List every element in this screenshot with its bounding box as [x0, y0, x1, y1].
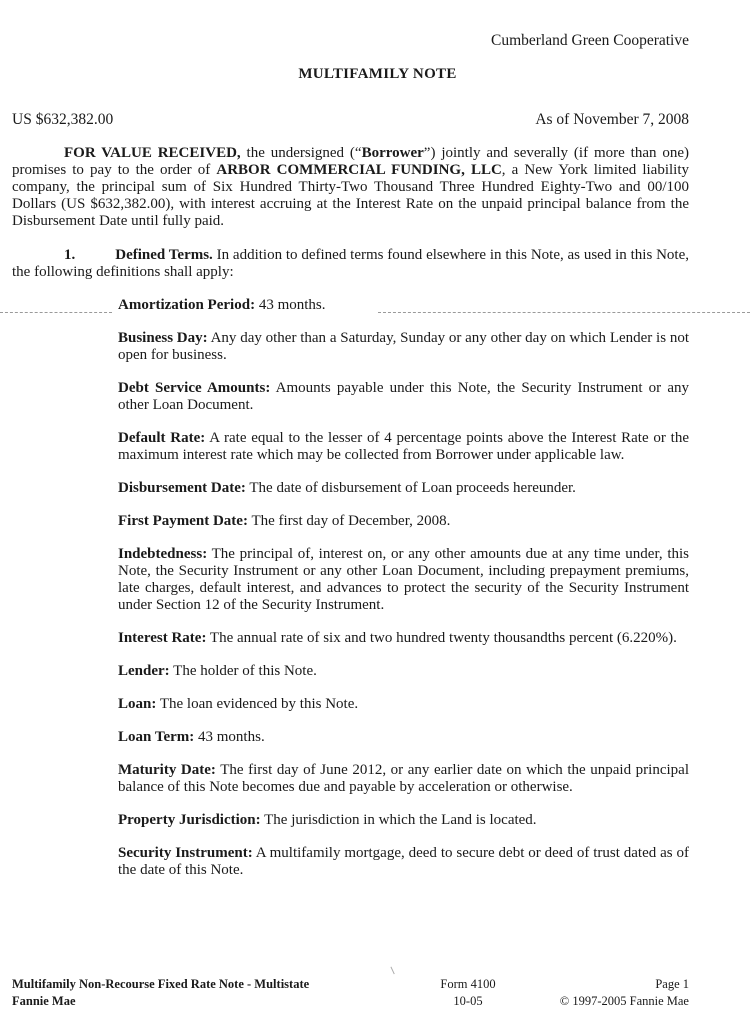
term-name: First Payment Date — [118, 513, 243, 529]
term-item: Business Day: Any day other than a Saturday, Sunday or any other day on which Lender is not open for business. — [118, 330, 690, 363]
term-item: Debt Service Amounts: Amounts payable under this Note, the Security Instrument or any other Loan Document. — [118, 380, 689, 413]
cooperative-name: Cumberland Green Cooperative — [491, 32, 689, 49]
document-title: MULTIFAMILY NOTE — [298, 66, 457, 82]
term-definition: The loan evidenced by this Note. — [156, 696, 359, 712]
term-definition: The annual rate of six and two hundred twenty thousandths percent (6.220%). — [206, 630, 677, 646]
term-definition: The principal of, interest on, or any other amounts due at any time under, this Note, the Security Instrument or any other Loan Document, including prepayment premiums, late charges, default interest, and advances to protect the security of the Security Instrument under Section 12 of the Security Instrument. — [118, 546, 689, 613]
intro-paragraph — [12, 145, 689, 230]
term-item: Property Jurisdiction: The jurisdiction in which the Land is located. — [118, 812, 537, 828]
borrower-term: Borrower — [361, 145, 424, 161]
term-item: Loan: The loan evidenced by this Note. — [118, 696, 359, 712]
as-of-date: As of November 7, 2008 — [535, 111, 689, 128]
term-definition: Any day other than a Saturday, Sunday or any other day on which Lender is not open for business. — [118, 330, 690, 363]
section-1-paragraph — [12, 247, 689, 281]
copyright: © 1997-2005 Fannie Mae — [559, 994, 689, 1008]
term-name: Debt Service Amounts — [118, 380, 266, 396]
term-item: Interest Rate: The annual rate of six and two hundred twenty thousandths percent (6.220%). — [118, 630, 677, 646]
term-item: First Payment Date: The first day of December, 2008. — [118, 513, 451, 529]
term-name: Interest Rate — [118, 630, 202, 646]
form-date: 10-05 — [453, 994, 483, 1008]
term-definition: The holder of this Note. — [169, 663, 317, 679]
term-item: Maturity Date: The first day of June 2012, or any earlier date on which the unpaid principal balance of this Note becomes due and payable by acceleration or otherwise. — [118, 762, 689, 795]
term-item: Loan Term: 43 months. — [118, 729, 265, 745]
publisher: Fannie Mae — [12, 994, 76, 1008]
term-name: Loan Term — [118, 729, 190, 745]
term-item: Security Instrument: A multifamily mortgage, deed to secure debt or deed of trust dated as of the date of this Note. — [118, 845, 689, 878]
scan-mark — [390, 966, 396, 975]
term-item: Default Rate: A rate equal to the lesser of 4 percentage points above the Interest Rate or the maximum interest rate which may be collected from Borrower under applicable law. — [118, 430, 689, 463]
term-definition: The first day of June 2012, or any earlier date on which the unpaid principal balance of this Note becomes due and payable by acceleration or otherwise. — [118, 762, 689, 795]
principal-amount: US $632,382.00 — [12, 111, 114, 128]
term-definition: Amounts payable under this Note, the Security Instrument or any other Loan Document. — [118, 380, 689, 413]
term-name: Maturity Date — [118, 762, 211, 778]
intro-text-2: ”) jointly and severally (if more than one) promises to pay to the order of — [12, 145, 690, 178]
term-item: Amortization Period: 43 months. — [118, 297, 326, 313]
scan-artifact-line-left — [0, 312, 112, 313]
section-1-number: 1. — [64, 247, 76, 263]
term-item: Indebtedness: The principal of, interest on, or any other amounts due at any time under, this Note, the Security Instrument or any other Loan Document, including prepayment premiums, late charges, default interest, and advances to protect the security of the Security Instrument under Section 12 of the Security Instrument. — [118, 546, 689, 613]
term-name: Lender — [118, 663, 165, 679]
section-1-text: In addition to defined terms found elsewhere in this Note, as used in this Note, the following definitions shall apply: — [12, 247, 689, 280]
term-definition: A rate equal to the lesser of 4 percentage points above the Interest Rate or the maximum interest rate which may be collected from Borrower under applicable law. — [118, 430, 689, 463]
term-definition: 43 months. — [194, 729, 265, 745]
page-number: Page 1 — [655, 977, 689, 991]
term-name: Disbursement Date — [118, 480, 241, 496]
term-name: Indebtedness — [118, 546, 203, 562]
form-title: Multifamily Non-Recourse Fixed Rate Note - Multistate — [12, 977, 310, 991]
term-definition: The jurisdiction in which the Land is located. — [260, 812, 537, 828]
term-name: Business Day — [118, 330, 203, 346]
intro-text-1: the undersigned (“ — [240, 145, 362, 161]
term-name: Property Jurisdiction — [118, 812, 256, 828]
footer-right — [560, 976, 689, 1010]
term-name: Security Instrument — [118, 845, 248, 861]
term-name: Default Rate — [118, 430, 201, 446]
term-name: Loan — [118, 696, 152, 712]
term-item: Disbursement Date: The date of disbursement of Loan proceeds hereunder. — [118, 480, 576, 496]
intro-text-3: , a New York limited liability company, the principal sum of Six Hundred Thirty-Two Thousand Three Hundred Eighty-Two and 00/100 Dollars (US $632,382.00), with interest accruing at the Interest Rate on the unpaid principal balance from the Disbursement Date until fully paid. — [12, 162, 689, 229]
form-number: Form 4100 — [440, 977, 496, 991]
term-definition: A multifamily mortgage, deed to secure debt or deed of trust dated as of the date of this Note. — [118, 845, 689, 878]
term-definition: The date of disbursement of Loan proceeds hereunder. — [245, 480, 576, 496]
footer-left — [12, 976, 309, 1010]
term-definition: The first day of December, 2008. — [247, 513, 451, 529]
intro-lead: FOR VALUE RECEIVED, — [64, 145, 241, 161]
footer-center — [428, 976, 508, 1010]
defined-terms-list — [118, 297, 689, 879]
term-definition: 43 months. — [255, 297, 326, 313]
payee-name: ARBOR COMMERCIAL FUNDING, LLC — [216, 162, 502, 178]
term-item: Lender: The holder of this Note. — [118, 663, 317, 679]
term-name: Amortization Period — [118, 297, 251, 313]
section-1-heading: Defined Terms. — [115, 247, 213, 263]
